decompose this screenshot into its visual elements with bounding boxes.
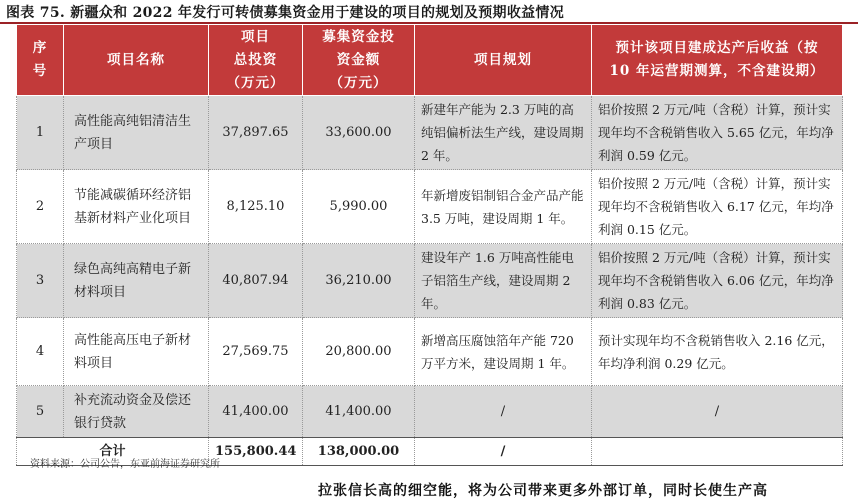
cell-invest: 41,400.00 <box>209 386 303 438</box>
header-invest-line1: 项目 <box>241 28 270 45</box>
cell-name: 绿色高纯高精电子新材料项目 <box>64 244 209 318</box>
header-raised-line1: 募集资金投 <box>322 28 395 45</box>
header-invest <box>209 25 303 96</box>
table-row <box>17 170 843 244</box>
table-row <box>17 244 843 318</box>
cell-name: 节能减碳循环经济铝基新材料产业化项目 <box>64 170 209 244</box>
cell-plan: / <box>415 386 592 438</box>
figure-title: 图表 75. 新疆众和 2022 年发行可转债募集资金用于建设的项目的规划及预期收益情况 <box>6 5 565 21</box>
total-invest: 155,800.44 <box>209 438 303 466</box>
header-seq-line1: 序 <box>32 40 48 56</box>
header-invest-line3: （万元） <box>226 74 285 91</box>
cell-seq: 1 <box>17 96 64 170</box>
total-plan: / <box>415 438 592 466</box>
total-raised: 138,000.00 <box>303 438 415 466</box>
cell-income: 预计实现年均不含税销售收入 2.16 亿元，年均净利润 0.29 亿元。 <box>592 318 843 386</box>
cell-raised: 20,800.00 <box>303 318 415 386</box>
cell-plan: 年新增废铝制铝合金产品产能 3.5 万吨，建设周期 1 年。 <box>415 170 592 244</box>
total-income <box>592 438 843 466</box>
cell-invest: 8,125.10 <box>209 170 303 244</box>
total-label: 合计 <box>17 438 209 466</box>
table-row <box>17 96 843 170</box>
cell-invest: 40,807.94 <box>209 244 303 318</box>
source-note: 资料来源：公司公告，东亚前海证券研究所 <box>30 459 220 470</box>
cell-income: 铝价按照 2 万元/吨（含税）计算，预计实现年均不含税销售收入 5.65 亿元，年均净利润 0.59 亿元。 <box>592 96 843 170</box>
cell-invest: 27,569.75 <box>209 318 303 386</box>
header-raised-line2: 资金额 <box>336 51 381 68</box>
header-seq-line2: 号 <box>32 63 48 79</box>
cell-raised: 41,400.00 <box>303 386 415 438</box>
cell-raised: 33,600.00 <box>303 96 415 170</box>
cell-income: 铝价按照 2 万元/吨（含税）计算，预计实现年均不含税销售收入 6.17 亿元，年均净利润 0.15 亿元。 <box>592 170 843 244</box>
cell-raised: 36,210.00 <box>303 244 415 318</box>
header-income <box>592 25 843 96</box>
header-raised-line3: （万元） <box>329 74 388 91</box>
table-row <box>17 318 843 386</box>
cell-invest: 37,897.65 <box>209 96 303 170</box>
cell-income: / <box>592 386 843 438</box>
cell-plan: 新增高压腐蚀箔年产能 720 万平方米，建设周期 1 年。 <box>415 318 592 386</box>
cell-raised: 5,990.00 <box>303 170 415 244</box>
cell-seq: 5 <box>17 386 64 438</box>
header-invest-line2: 总投资 <box>233 51 278 68</box>
cell-seq: 2 <box>17 170 64 244</box>
cell-name: 高性能高纯铝清洁生产项目 <box>64 96 209 170</box>
header-income-line2: 10 年运营期测算，不含建设期） <box>609 63 825 79</box>
cell-seq: 3 <box>17 244 64 318</box>
header-seq <box>17 25 64 96</box>
header-plan: 项目规划 <box>415 25 592 96</box>
projects-table <box>16 24 843 466</box>
table-row <box>17 386 843 438</box>
table-header-row <box>17 25 843 96</box>
cell-name: 高性能高压电子新材料项目 <box>64 318 209 386</box>
cell-name: 补充流动资金及偿还银行贷款 <box>64 386 209 438</box>
header-name: 项目名称 <box>64 25 209 96</box>
body-text-cutoff: 拉张信长高的细空能，将为公司带来更多外部订单，同时长使生产高 <box>318 483 768 499</box>
cell-income: 铝价按照 2 万元/吨（含税）计算，预计实现年均不含税销售收入 6.06 亿元，年均净利润 0.83 亿元。 <box>592 244 843 318</box>
header-raised <box>303 25 415 96</box>
cell-plan: 建设年产 1.6 万吨高性能电子铝箔生产线，建设周期 2 年。 <box>415 244 592 318</box>
cell-plan: 新建年产能为 2.3 万吨的高纯铝偏析法生产线，建设周期 2 年。 <box>415 96 592 170</box>
cell-seq: 4 <box>17 318 64 386</box>
header-income-line1: 预计该项目建成达产后收益（按 <box>615 40 819 56</box>
